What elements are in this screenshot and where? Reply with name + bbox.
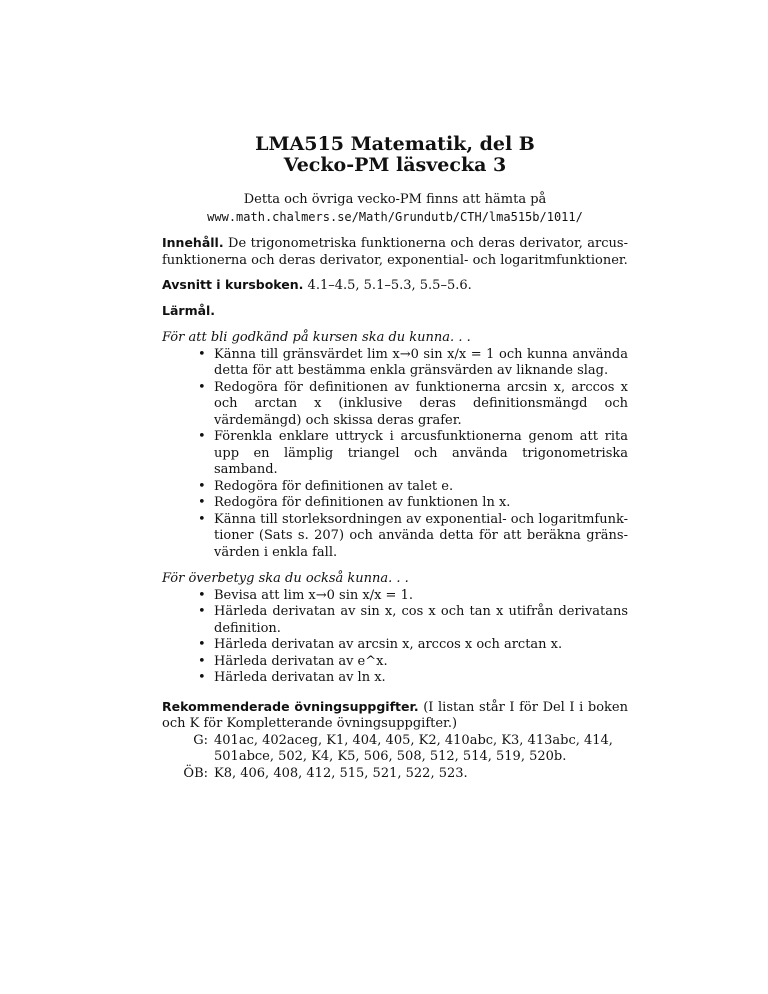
pass-goals-list — [162, 347, 628, 562]
document-body — [162, 134, 628, 782]
bullet-icon: • — [198, 587, 206, 603]
list-item: • Härleda derivatan av ln x. — [198, 670, 386, 685]
exercises-label: Rekommenderade övningsuppgifter. — [162, 698, 419, 714]
list-item: • Härleda derivatan av sin x, cos x och tan x utifrån derivatans definition. — [198, 604, 628, 636]
bullet-icon: • — [198, 478, 206, 494]
bullet-icon: • — [198, 346, 206, 362]
contents-text: De trigonometriska funktionerna och deras derivator, arcus-funktionerna och deras derivator, exponential- och logaritmfunktioner. — [162, 236, 628, 268]
bullet-icon: • — [198, 637, 206, 652]
exercise-row-ob — [162, 766, 628, 783]
exercise-row-label: ÖB: — [183, 765, 208, 781]
bullet-icon: • — [198, 653, 206, 669]
pass-lead: För att bli godkänd på kursen ska du kunna. . . — [162, 330, 471, 345]
list-item: • Förenkla enklare uttryck i arcusfunktionerna genom att rita upp en lämplig triangel och använda trigonometriska samband. — [198, 429, 628, 477]
bullet-icon: • — [198, 495, 206, 510]
bullet-icon: • — [198, 511, 206, 527]
bullet-icon: • — [198, 429, 206, 444]
list-item: • Redogöra för definitionen av funktionen ln x. — [198, 495, 511, 510]
intro-block — [162, 192, 628, 225]
list-item: • Redogöra för definitionen av talet e. — [198, 478, 454, 494]
sections-paragraph — [162, 277, 628, 295]
higher-goals-list — [162, 588, 628, 687]
sections-label: Avsnitt i kursboken. — [162, 277, 304, 292]
title-line-2: Vecko-PM läsvecka 3 — [283, 154, 507, 176]
contents-paragraph — [162, 235, 628, 269]
higher-lead: För överbetyg ska du också kunna. . . — [162, 571, 409, 586]
sections-text: 4.1–4.5, 5.1–5.3, 5.5–5.6. — [307, 278, 472, 293]
list-item: • Redogöra för definitionen av funktionerna arcsin x, arccos x och arctan x (inklusive deras definitionsmängd och värdemängd) och skissa deras grafer. — [198, 379, 628, 428]
goals-heading — [162, 303, 628, 321]
course-url-link[interactable]: www.math.chalmers.se/Math/Grundutb/CTH/lma515b/1011/ — [207, 209, 583, 224]
list-item: • Bevisa att lim x→0 sin x/x = 1. — [198, 587, 413, 603]
bullet-icon: • — [198, 379, 206, 395]
exercises-paragraph — [162, 699, 628, 733]
contents-label: Innehåll. — [162, 235, 224, 250]
exercises-text: (I listan står I för Del I i boken och K för Kompletterande övningsuppgifter.) — [162, 699, 629, 731]
bullet-icon: • — [198, 670, 206, 685]
list-item: • Känna till gränsvärdet lim x→0 sin x/x = 1 och kunna använda detta för att bestämma enkla gränsvärden av liknande slag. — [198, 346, 628, 378]
exercise-row-value: K8, 406, 408, 412, 515, 521, 522, 523. — [214, 765, 468, 781]
bullet-icon: • — [198, 604, 206, 619]
exercise-row-label: G: — [193, 732, 208, 748]
list-item: • Känna till storleksordningen av exponential- och logaritmfunk-tioner (Sats s. 207) och använda detta för att beräkna gräns-värden i enkla fall. — [198, 511, 628, 560]
exercise-row-g — [162, 733, 628, 766]
exercise-row-value: 401ac, 402aceg, K1, 404, 405, K2, 410abc, K3, 413abc, 414, 501abce, 502, K4, K5, 506, 508, 512, 514, 519, 520b. — [214, 732, 613, 764]
intro-text: Detta och övriga vecko-PM finns att hämta på — [243, 192, 547, 207]
goals-label: Lärmål. — [162, 302, 216, 318]
list-item: • Härleda derivatan av arcsin x, arccos x och arctan x. — [198, 637, 563, 652]
list-item: • Härleda derivatan av e^x. — [198, 653, 388, 669]
title-line-1: LMA515 Matematik, del B — [255, 133, 535, 155]
